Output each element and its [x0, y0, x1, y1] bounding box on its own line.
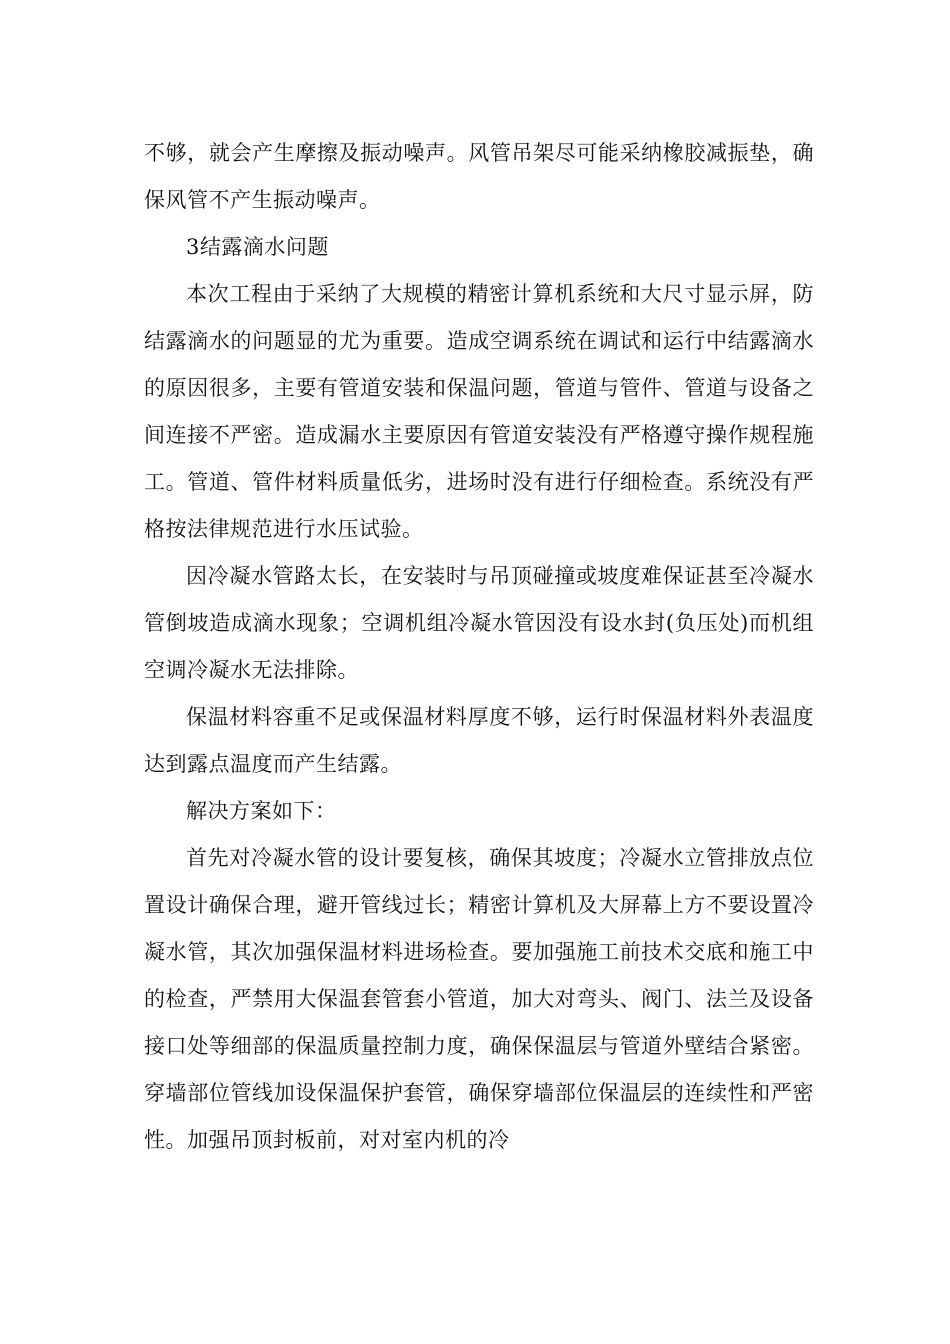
paragraph: 本次工程由于采纳了大规模的精密计算机系统和大尺寸显示屏，防结露滴水的问题显的尤为重要。造成空调系统在调试和运行中结露滴水的原因很多，主要有管道安装和保温问题，管道与管件、管道与设备之间连接不严密。造成漏水主要原因有管道安装没有严格遵守操作规程施工。管道、管件材料质量低劣，进场时没有进行仔细检查。系统没有严格按法律规范进行水压试验。 — [144, 282, 814, 541]
paragraph: 解决方案如下： — [186, 799, 337, 823]
paragraph: 因冷凝水管路太长，在安装时与吊顶碰撞或坡度难保证甚至冷凝水管倒坡造成滴水现象；空调机组冷凝水管因没有设水封(负压处)而机组空调冷凝水无法排除。 — [144, 564, 814, 682]
paragraph: 保温材料容重不足或保温材料厚度不够，运行时保温材料外表温度达到露点温度而产生结露。 — [144, 705, 814, 776]
document-body — [144, 130, 814, 1164]
section-heading: 3结露滴水问题 — [186, 235, 329, 259]
paragraph: 首先对冷凝水管的设计要复核，确保其坡度；冷凝水立管排放点位置设计确保合理，避开管线过长；精密计算机及大屏幕上方不要设置冷凝水管，其次加强保温材料进场检查。要加强施工前技术交底和施工中的检查，严禁用大保温套管套小管道，加大对弯头、阀门、法兰及设备接口处等细部的保温质量控制力度，确保保温层与管道外壁结合紧密。穿墙部位管线加设保温保护套管，确保穿墙部位保温层的连续性和严密性。加强吊顶封板前，对对室内机的冷 — [144, 846, 814, 1152]
paragraph-continuation: 不够，就会产生摩擦及振动噪声。风管吊架尽可能采纳橡胶减振垫，确保风管不产生振动噪声。 — [144, 141, 814, 212]
